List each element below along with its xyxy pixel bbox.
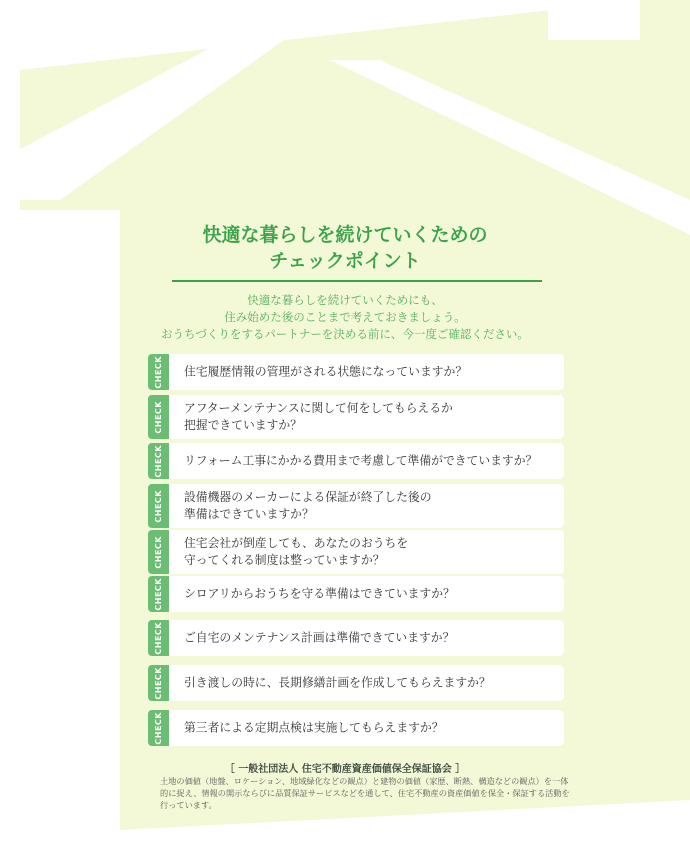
page-subtitle: チェックポイント bbox=[269, 250, 421, 272]
check-item bbox=[148, 620, 564, 656]
check-item-text: 住宅履歴情報の管理がされる状態になっていますか？ bbox=[184, 364, 468, 379]
check-tab bbox=[148, 395, 169, 439]
check-item-text: 引き渡しの時に、長期修繕計画を作成してもらえますか？ bbox=[184, 675, 491, 690]
check-tab-label: CHECK bbox=[154, 489, 163, 523]
check-tab-label: CHECK bbox=[154, 711, 163, 745]
check-item-text: アフターメンテナンスに関して何をしてもらえるか 把握できていますか？ bbox=[184, 401, 453, 432]
check-tab-label: CHECK bbox=[154, 444, 163, 478]
check-tab bbox=[148, 576, 169, 612]
check-item-text: 設備機器のメーカーによる保証が終了した後の 準備はできていますか？ bbox=[184, 490, 432, 521]
check-item bbox=[148, 530, 564, 574]
check-item bbox=[148, 354, 564, 390]
chimney-gap bbox=[548, 0, 640, 40]
intro-line-1: 快適な暮らしを続けていくためにも、 bbox=[247, 293, 443, 307]
check-item-text: 第三者による定期点検は実施してもらえますか？ bbox=[184, 720, 444, 735]
check-item-text: シロアリからおうちを守る準備はできていますか？ bbox=[184, 586, 455, 601]
check-tab-label: CHECK bbox=[154, 666, 163, 700]
check-item bbox=[148, 576, 564, 612]
check-item bbox=[148, 395, 564, 439]
check-item bbox=[148, 710, 564, 746]
check-tab bbox=[148, 443, 169, 479]
check-tab bbox=[148, 710, 169, 746]
organization-description: 土地の価値（地盤、ロケーション、地域緑化などの観点）と建物の価値（家歴、断熱、構造などの観点）を一体的に捉え、情報の開示ならびに品質保証サービスなどを通して、住宅不動産の資産価値を保全・保証する活動を行っています。 bbox=[160, 776, 570, 810]
intro-line-2: 住み始めた後のことまで考えておきましょう。 bbox=[224, 310, 466, 324]
check-tab-label: CHECK bbox=[154, 577, 163, 611]
check-item bbox=[148, 484, 564, 528]
check-tab-label: CHECK bbox=[154, 621, 163, 655]
organization-name: ［ 一般社団法人 住宅不動産資産価値保全保証協会 ］ bbox=[224, 764, 466, 775]
check-tab bbox=[148, 665, 169, 701]
check-item bbox=[148, 665, 564, 701]
check-tab-label: CHECK bbox=[154, 535, 163, 569]
check-item-text: ご自宅のメンテナンス計画は準備できていますか？ bbox=[184, 630, 455, 645]
check-tab bbox=[148, 484, 169, 528]
check-item-text: リフォーム工事にかかる費用まで考慮して準備ができていますか？ bbox=[184, 453, 538, 468]
check-item-text: 住宅会社が倒産しても、あなたのおうちを 守ってくれる制度は整っていますか？ bbox=[184, 536, 409, 567]
check-item bbox=[148, 443, 564, 479]
check-tab bbox=[148, 530, 169, 574]
title-divider bbox=[172, 280, 542, 282]
check-tab bbox=[148, 620, 169, 656]
page-title: 快適な暮らしを続けていくための bbox=[202, 224, 488, 246]
check-tab bbox=[148, 354, 169, 390]
intro-line-3: おうちづくりをするパートナーを決める前に、今一度ご確認ください。 bbox=[161, 327, 529, 341]
check-tab-label: CHECK bbox=[154, 355, 163, 389]
check-tab-label: CHECK bbox=[154, 400, 163, 434]
